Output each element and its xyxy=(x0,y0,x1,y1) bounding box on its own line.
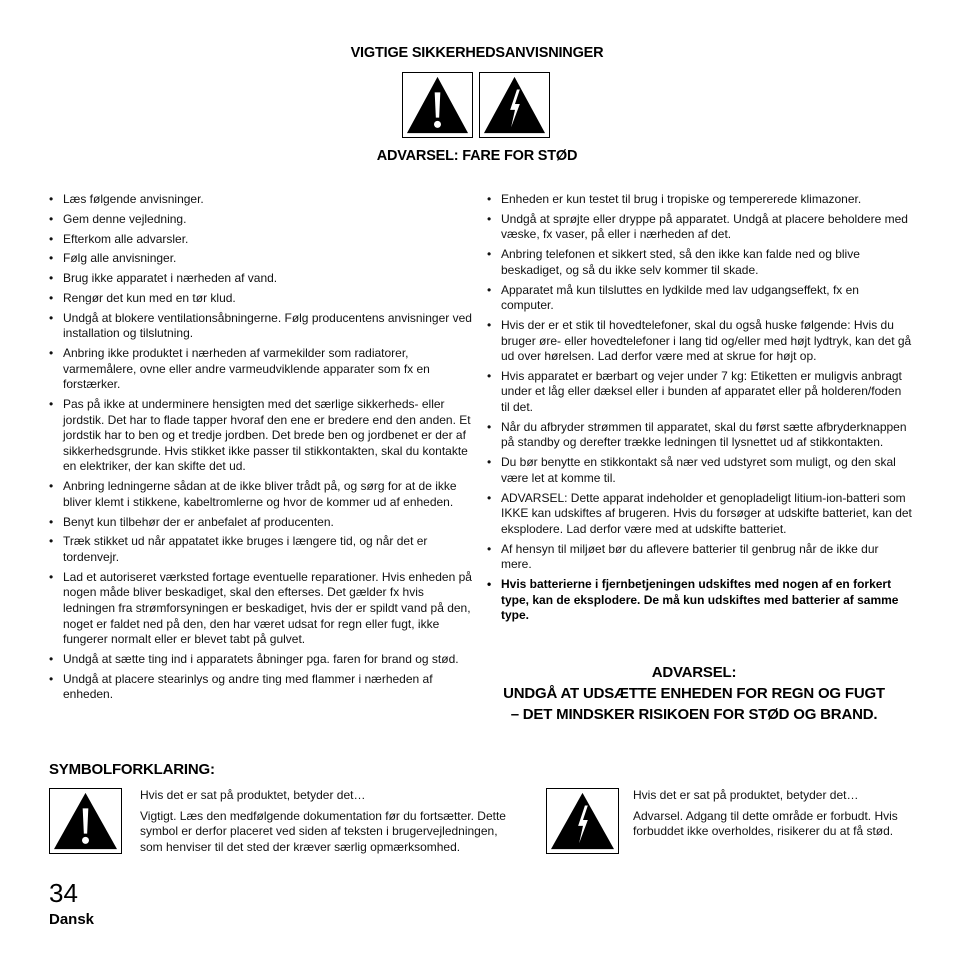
rain-moisture-warning xyxy=(484,662,904,725)
list-item: • Brug ikke apparatet i nærheden af vand. xyxy=(49,271,474,287)
symbol-text: Vigtigt. Læs den medfølgende dokumentation før du fortsætter. Dette symbol er derfor placeret ved siden af teksten i brugervejledningen, som henviser til det sted der kræver særlig opmærksomhed. xyxy=(140,808,506,854)
list-item: • Hvis apparatet er bærbart og vejer under 7 kg: Etiketten er muligvis anbragt under et låg eller dæksel eller i bunden af apparatet eller på holderen/foden til det. xyxy=(487,369,912,416)
list-item: • Undgå at sprøjte eller dryppe på apparatet. Undgå at placere beholdere med væske, fx vaser, på eller i nærheden af det. xyxy=(487,212,912,243)
list-item: • Anbring ledningerne sådan at de ikke bliver trådt på, og sørg for at de ikke bliver klemt i stikkene, kabeltromlerne og hvor de kommer ud af enheden. xyxy=(49,479,474,510)
left-instructions-list xyxy=(49,192,474,707)
list-item: • Undgå at sætte ting ind i apparatets åbninger pga. faren for brand og stød. xyxy=(49,652,474,668)
list-item: • Enheden er kun testet til brug i tropiske og tempererede klimazoner. xyxy=(487,192,912,208)
list-item: • Læs følgende anvisninger. xyxy=(49,192,474,208)
symbol-intro: Hvis det er sat på produktet, betyder det… xyxy=(633,788,859,802)
list-item: • Af hensyn til miljøet bør du aflevere batterier til genbrug når de ikke dur mere. xyxy=(487,542,912,573)
list-item: • Du bør benytte en stikkontakt så nær ved udstyret som muligt, og den skal være let at komme til. xyxy=(487,455,912,486)
lightning-bolt-icon xyxy=(479,72,550,138)
right-instructions-list xyxy=(487,192,912,628)
symbol-intro: Hvis det er sat på produktet, betyder det… xyxy=(140,788,366,802)
symbol-text: Advarsel. Adgang til dette område er forbudt. Hvis forbuddet ikke overholdes, risikerer du at få stød. xyxy=(633,808,898,839)
list-item: • Når du afbryder strømmen til apparatet, skal du først sætte afbryderknappen på standby og derefter trække ledningen til lysnettet ud af stikkontakten. xyxy=(487,420,912,451)
warning-exclamation-icon xyxy=(49,788,122,854)
list-item: • Følg alle anvisninger. xyxy=(49,251,474,267)
list-item: • Hvis der er et stik til hovedtelefoner, skal du også huske følgende: Hvis du bruger øre- eller hovedtelefoner i lang tid og/eller med højt lydtryk, kan det gå ud over hørelsen. Lad derfor være med at skrue for højt op. xyxy=(487,318,912,365)
list-item: • Efterkom alle advarsler. xyxy=(49,232,474,248)
list-item: • Undgå at blokere ventilationsåbningerne. Følg producentens anvisninger ved installation og tilslutning. xyxy=(49,311,474,342)
list-item: • Benyt kun tilbehør der er anbefalet af producenten. xyxy=(49,515,474,531)
list-item: • Undgå at placere stearinlys og andre ting med flammer i nærheden af enheden. xyxy=(49,672,474,703)
page-number: 34 xyxy=(49,878,78,908)
lightning-bolt-icon xyxy=(546,788,619,854)
list-item: • ADVARSEL: Dette apparat indeholder et genopladeligt litium-ion-batteri som IKKE kan udskiftes af brugeren. Hvis du forsøger at udskifte batteriet, kan det eksplodere. Lad derfor være med at udskifte batteriet. xyxy=(487,491,912,538)
lightning-symbol-description xyxy=(633,788,898,845)
warning-exclamation-icon xyxy=(402,72,473,138)
warning-line: UNDGÅ AT UDSÆTTE ENHEDEN FOR REGN OG FUGT xyxy=(503,685,885,702)
battery-warning-item: • Hvis batterierne i fjernbetjeningen udskiftes med nogen af en forkert type, kan de eksplodere. De må kun udskiftes med batterier af samme type. xyxy=(487,577,912,624)
symbol-legend-heading: SYMBOLFORKLARING: xyxy=(49,761,215,778)
warning-line: – DET MINDSKER RISIKOEN FOR STØD OG BRAND. xyxy=(510,706,878,723)
list-item: • Rengør det kun med en tør klud. xyxy=(49,291,474,307)
page-language: Dansk xyxy=(49,911,95,928)
list-item: • Gem denne vejledning. xyxy=(49,212,474,228)
list-item: • Apparatet må kun tilsluttes en lydkilde med lav udgangseffekt, fx en computer. xyxy=(487,283,912,314)
list-item: • Anbring telefonen et sikkert sted, så den ikke kan falde ned og blive beskadiget, og så du ikke selv kommer til skade. xyxy=(487,247,912,278)
list-item: • Træk stikket ud når appatatet ikke bruges i længere tid, og når det er tordenvejr. xyxy=(49,534,474,565)
list-item: • Anbring ikke produktet i nærheden af varmekilder som radiatorer, varmemålere, ovne eller andre varmeudviklende apparater som fx en forstærker. xyxy=(49,346,474,393)
page-title: VIGTIGE SIKKERHEDSANVISNINGER xyxy=(350,45,604,61)
list-item: • Lad et autoriseret værksted fortage eventuelle reparationer. Hvis enheden på nogen måde bliver beskadiget, skal den efterses. Det gælder fx hvis ledningen fra strømforsyningen er beskadiget, hvis der er spildt vand på den, noget er faldet ned på den, den har været udsat for regn eller fugt, ikke fungerer normalt eller er blevet tabt på gulvet. xyxy=(49,570,474,648)
exclamation-symbol-description xyxy=(140,788,510,860)
warning-icons xyxy=(402,72,552,138)
shock-warning-heading: ADVARSEL: FARE FOR STØD xyxy=(376,148,578,164)
list-item: • Pas på ikke at underminere hensigten med det særlige sikkerheds- eller jordstik. Det har to flade tapper hvoraf den ene er bredere end den anden. Et jordstik har to ben og et tredje jordben. Det brede ben og jordbenet er der af sikkerhedsgrunde. Hvis stikket ikke passer til stikkontakten, skal du kontakte en elektriker, der kan skifte det ud. xyxy=(49,397,474,475)
warning-line: ADVARSEL: xyxy=(651,664,737,681)
